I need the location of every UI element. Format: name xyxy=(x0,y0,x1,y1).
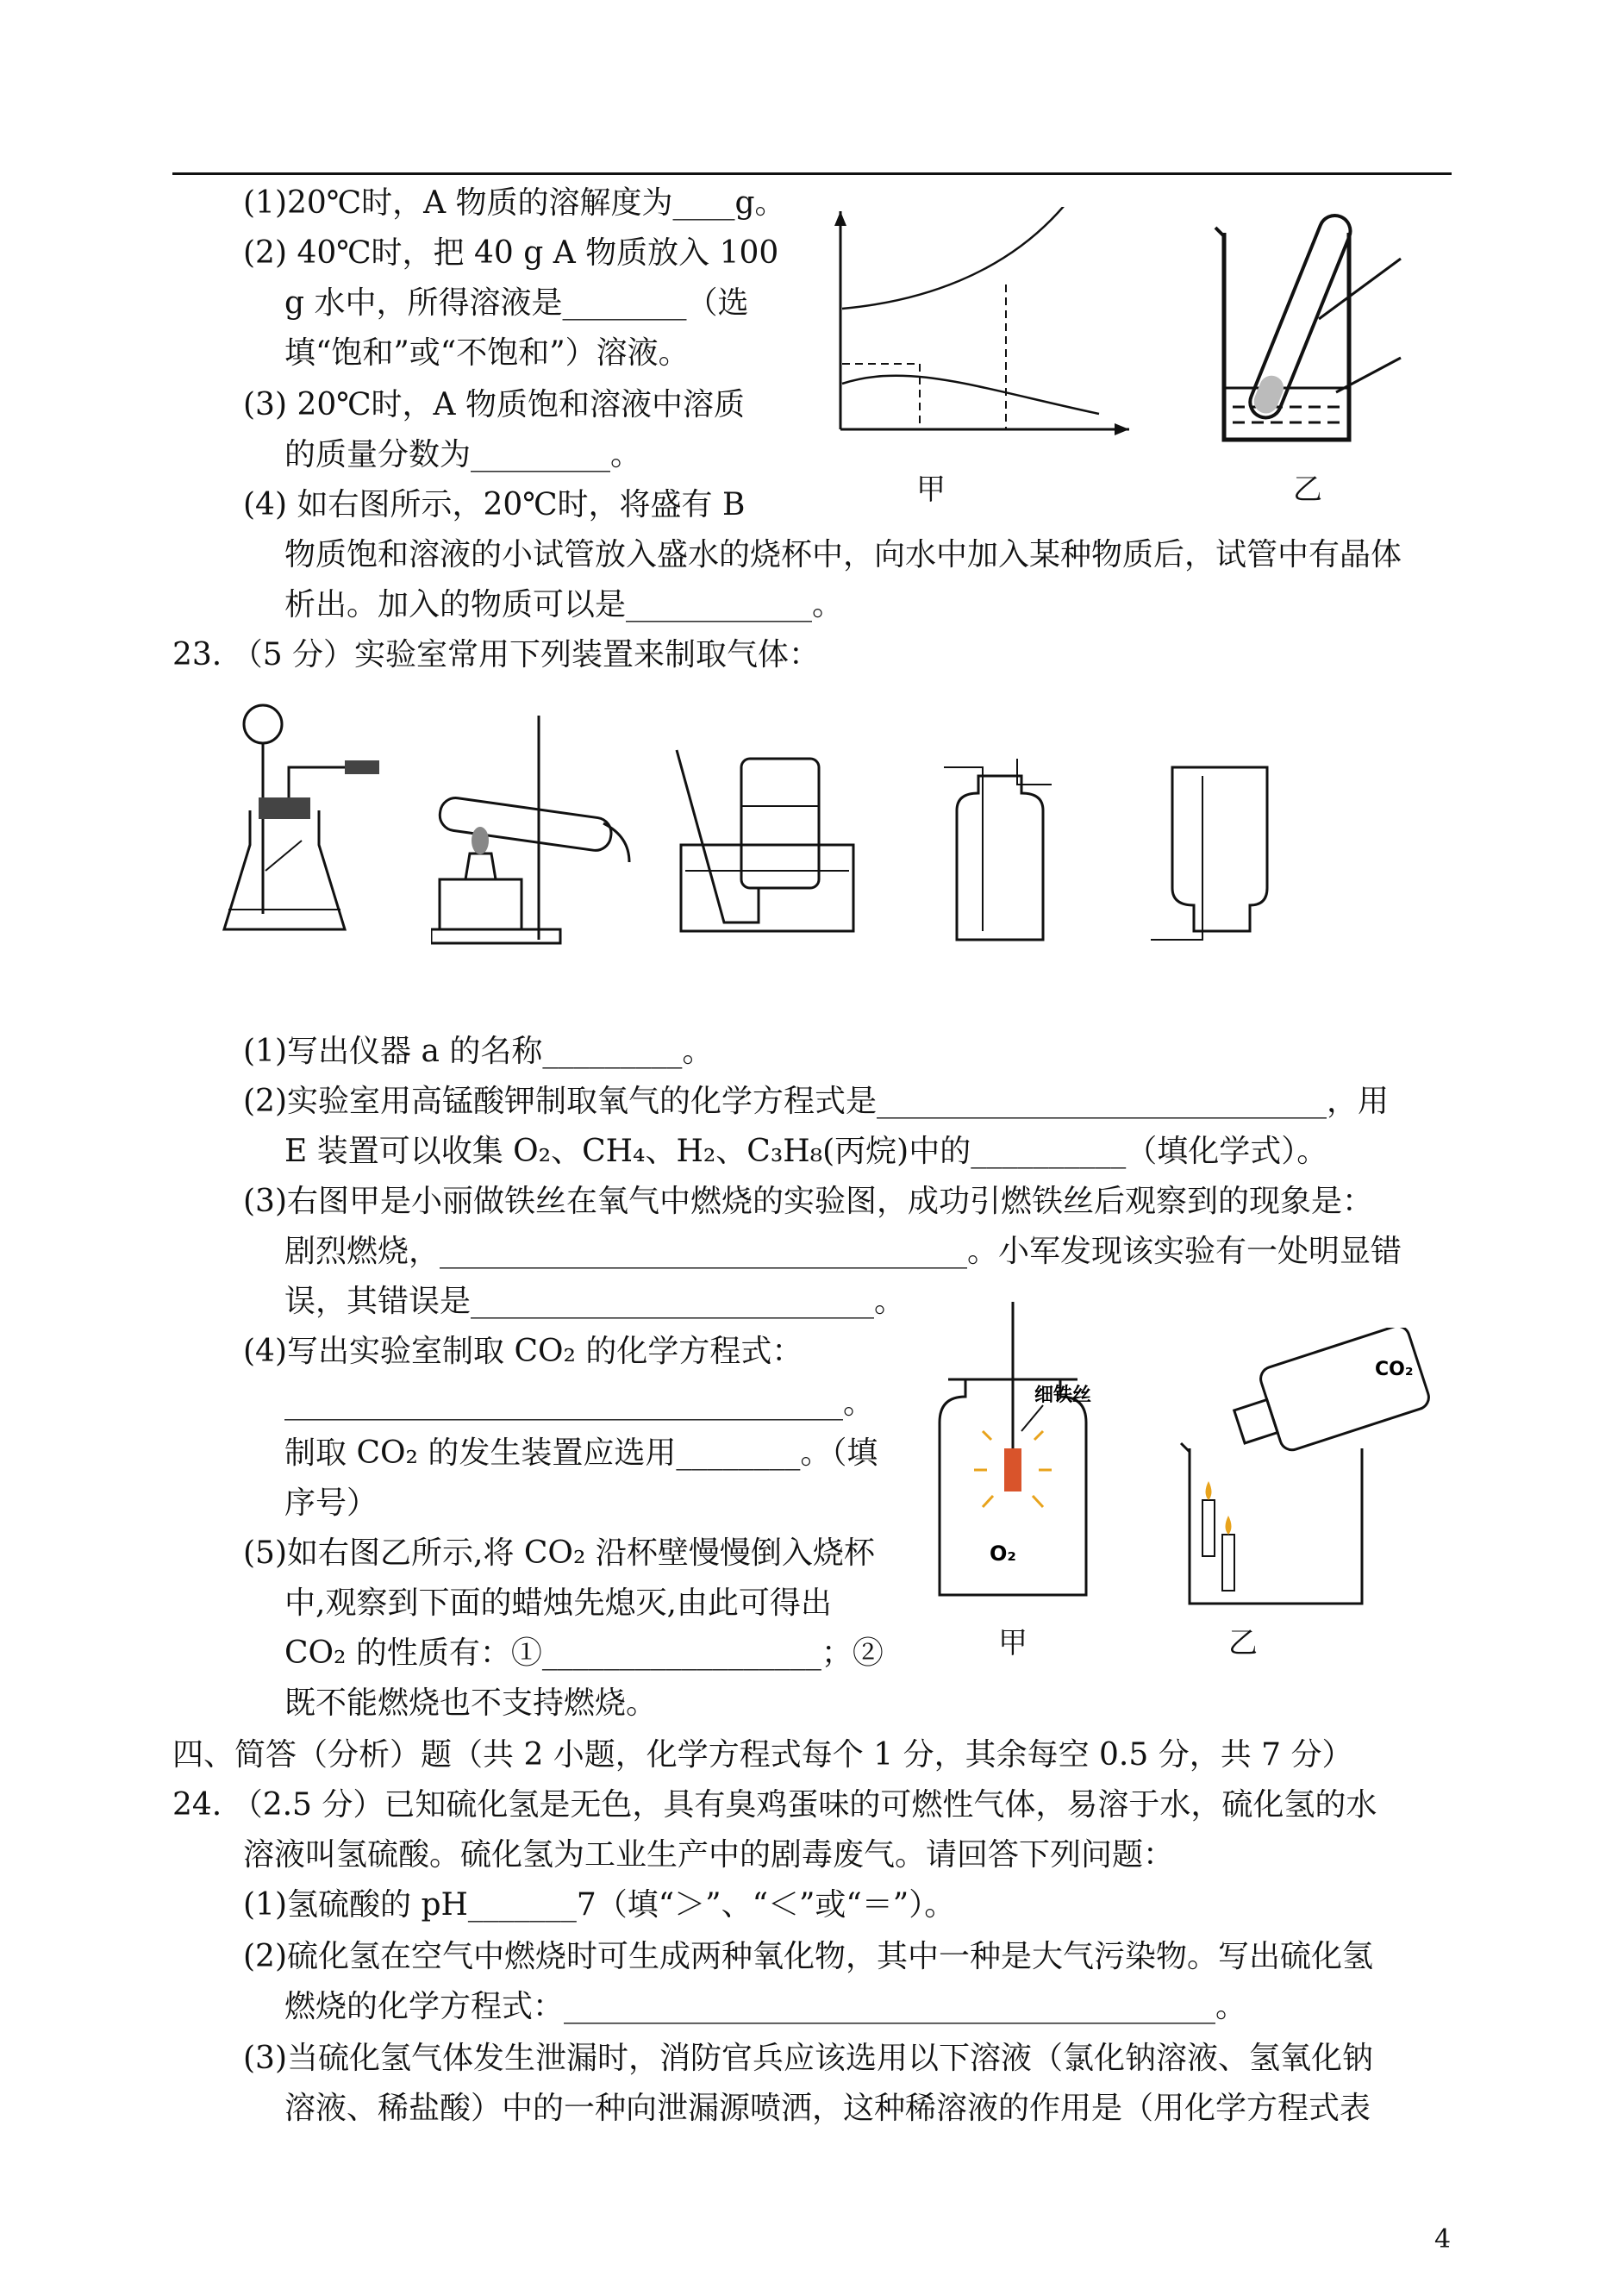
q23-part3-line3: 误，其错误是__________________________。 xyxy=(284,1284,906,1319)
q22-part1: (1)20℃时，A 物质的溶解度为____g。 xyxy=(243,185,786,221)
q23-part5-line1: (5)如右图乙所示,将 CO₂ 沿杯壁慢慢倒入烧杯 xyxy=(243,1535,875,1571)
q22-part2-line3: 填“饱和”或“不饱和”）溶液。 xyxy=(284,335,690,371)
apparatus-d-gas-bottle xyxy=(940,759,1060,948)
fig-jia-label-23: 甲 xyxy=(998,1626,1027,1660)
q23-part1: (1)写出仪器 a 的名称_________。 xyxy=(243,1034,714,1069)
section4-title: 四、简答（分析）题（共 2 小题，化学方程式每个 1 分，其余每空 0.5 分，共 7 分） xyxy=(172,1737,1353,1773)
iron-wire-combustion-figure xyxy=(914,1302,1112,1612)
beaker-testtube-figure xyxy=(1190,207,1414,457)
q23-title: 23. （5 分）实验室常用下列装置来制取气体： xyxy=(172,637,821,672)
q23-part5-line3: CO₂ 的性质有：①__________________；② xyxy=(284,1635,884,1671)
q24-intro-line1: 24. （2.5 分）已知硫化氢是无色，具有臭鸡蛋味的可燃性气体，易溶于水，硫化氢的水 xyxy=(172,1787,1377,1823)
q24-part3-line2: 溶液、稀盐酸）中的一种向泄漏源喷洒，这种稀溶液的作用是（用化学方程式表 xyxy=(284,2091,1371,2126)
q24-part2-line1: (2)硫化氢在空气中燃烧时可生成两种氧化物，其中一种是大气污染物。写出硫化氢 xyxy=(243,1939,1373,1974)
fig-yi-label-23: 乙 xyxy=(1228,1626,1258,1660)
apparatus-e-inverted-bottle xyxy=(1146,759,1284,948)
fig-yi-label-22: 乙 xyxy=(1293,472,1322,507)
q23-part3-line1: (3)右图甲是小丽做铁丝在氧气中燃烧的实验图，成功引燃铁丝后观察到的现象是： xyxy=(243,1184,1373,1219)
page-number: 4 xyxy=(1434,2224,1452,2254)
q23-part5-line2: 中,观察到下面的蜡烛先熄灭,由此可得出 xyxy=(284,1585,832,1621)
q23-part4-line2: ____________________________________。 xyxy=(284,1385,874,1421)
q23-part2-line1: (2)实验室用高锰酸钾制取氧气的化学方程式是_____________________________，用 xyxy=(243,1084,1389,1119)
q23-part4-line3: 制取 CO₂ 的发生装置应选用________。（填 xyxy=(284,1435,878,1471)
q23-part3-line2: 剧烈燃烧，__________________________________。小军发现该实验有一处明显错 xyxy=(284,1234,1402,1269)
q22-part2-line1: (2) 40℃时，把 40 g A 物质放入 100 xyxy=(243,235,779,271)
q24-part1: (1)氢硫酸的 pH_______7（填“＞”、“＜”或“＝”）。 xyxy=(243,1887,956,1923)
header-rule xyxy=(172,172,1452,175)
co2-candle-figure xyxy=(1172,1328,1457,1612)
q23-part2-line2: E 装置可以收集 O₂、CH₄、H₂、C₃H₈(丙烷)中的__________（填化学式）。 xyxy=(284,1134,1328,1169)
apparatus-c-water-trough xyxy=(672,741,862,948)
curve-a xyxy=(842,207,1065,309)
q24-part2-line2: 燃烧的化学方程式：__________________________________________。 xyxy=(284,1989,1247,2024)
apparatus-b-heating xyxy=(431,716,638,957)
q22-part4-line2: 物质饱和溶液的小试管放入盛水的烧杯中，向水中加入某种物质后，试管中有晶体 xyxy=(284,537,1402,572)
q22-part3-line2: 的质量分数为_________。 xyxy=(284,437,642,472)
q24-part3-line1: (3)当硫化氢气体发生泄漏时，消防官兵应该选用以下溶液（氯化钠溶液、氢氧化钠 xyxy=(243,2041,1373,2076)
fig-wire-label: 细铁丝 xyxy=(1034,1385,1092,1406)
q22-part2-line2: g 水中，所得溶液是________（选 xyxy=(284,285,749,321)
q22-part3-line1: (3) 20℃时，A 物质饱和溶液中溶质 xyxy=(243,387,745,422)
q24-intro-line2: 溶液叫氢硫酸。硫化氢为工业生产中的剧毒废气。请回答下列问题： xyxy=(243,1837,1175,1873)
solubility-curve-figure xyxy=(815,207,1134,440)
q22-part4-line3: 析出。加入的物质可以是____________。 xyxy=(284,587,844,622)
fig-jia-label-22: 甲 xyxy=(916,472,946,507)
q22-part4-line1: (4) 如右图所示，20℃时，将盛有 B xyxy=(243,487,746,522)
q23-part5-line4: 既不能燃烧也不支持燃烧。 xyxy=(284,1685,658,1721)
q23-part4-line4: 序号） xyxy=(284,1485,378,1521)
curve-b xyxy=(842,376,1099,414)
apparatus-a-flask xyxy=(215,698,414,957)
fig-o2-label: O₂ xyxy=(990,1541,1016,1566)
q23-part4-line1: (4)写出实验室制取 CO₂ 的化学方程式： xyxy=(243,1334,803,1369)
fig-co2-label: CO₂ xyxy=(1375,1359,1414,1380)
